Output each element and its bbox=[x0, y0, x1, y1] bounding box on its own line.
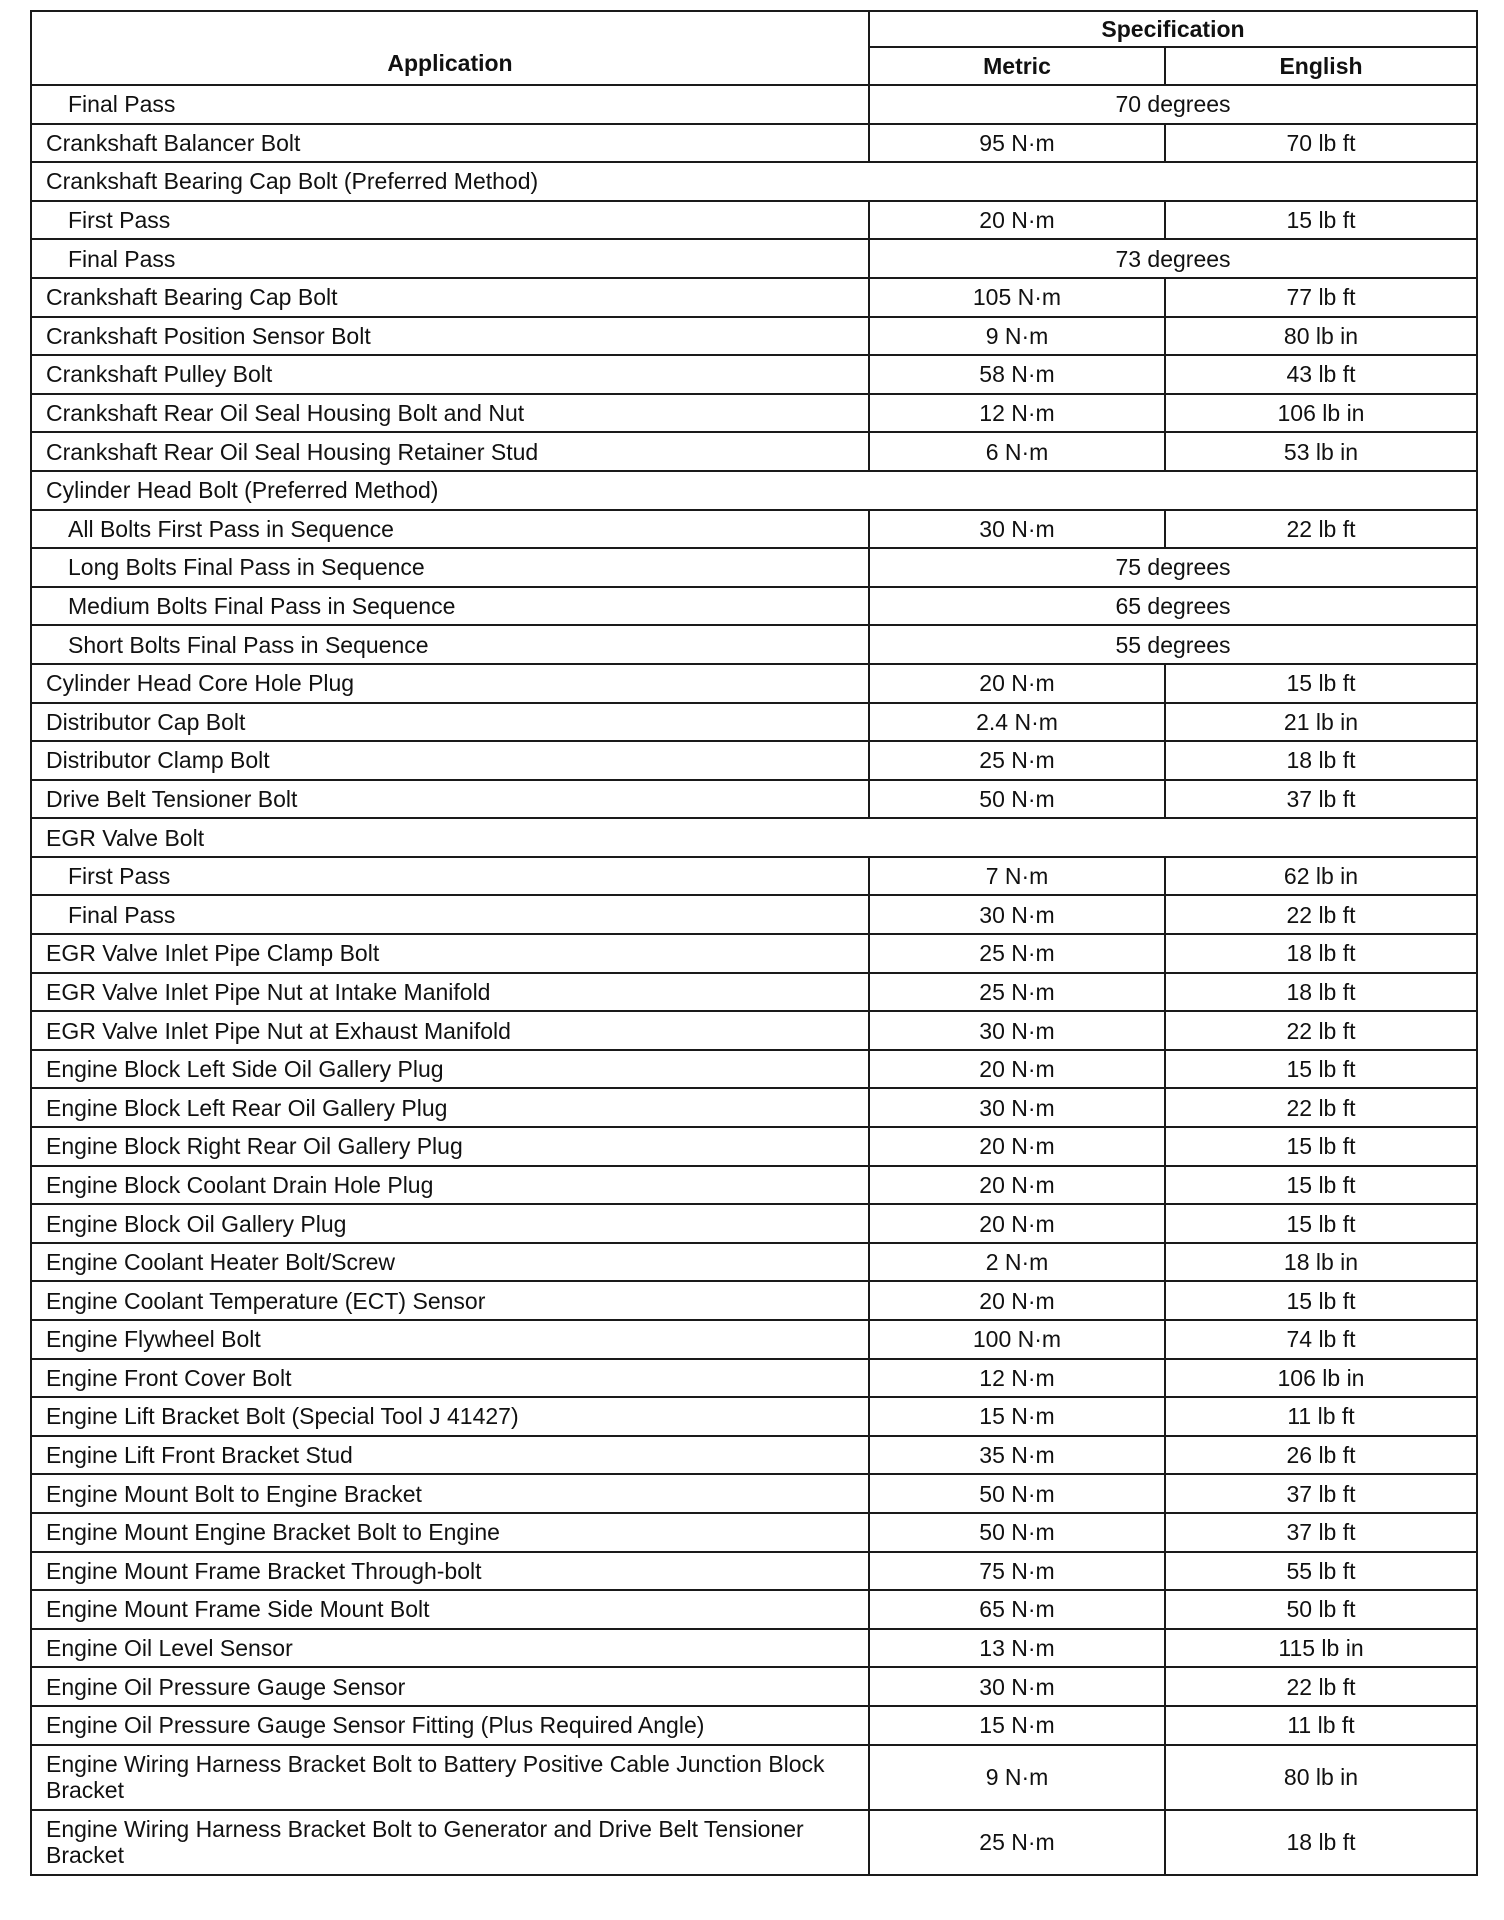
table-row bbox=[31, 1127, 1477, 1166]
application-cell: Engine Oil Pressure Gauge Sensor bbox=[31, 1667, 869, 1706]
application-cell: Short Bolts Final Pass in Sequence bbox=[31, 625, 869, 664]
application-cell: Drive Belt Tensioner Bolt bbox=[31, 780, 869, 819]
table-row bbox=[31, 1397, 1477, 1436]
table-row bbox=[31, 278, 1477, 317]
application-cell: EGR Valve Inlet Pipe Clamp Bolt bbox=[31, 934, 869, 973]
table-row bbox=[31, 1745, 1477, 1810]
english-cell: 74 lb ft bbox=[1165, 1320, 1477, 1359]
table-row bbox=[31, 1810, 1477, 1875]
application-cell: Engine Lift Front Bracket Stud bbox=[31, 1436, 869, 1475]
application-cell: Distributor Cap Bolt bbox=[31, 703, 869, 742]
metric-cell: 12 N·m bbox=[869, 1359, 1165, 1398]
application-cell: All Bolts First Pass in Sequence bbox=[31, 510, 869, 549]
table-row bbox=[31, 548, 1477, 587]
table-row bbox=[31, 124, 1477, 163]
metric-cell: 30 N·m bbox=[869, 1011, 1165, 1050]
table-row bbox=[31, 1706, 1477, 1745]
table-row bbox=[31, 1474, 1477, 1513]
table-row bbox=[31, 394, 1477, 433]
english-cell: 115 lb in bbox=[1165, 1629, 1477, 1668]
application-cell: Medium Bolts Final Pass in Sequence bbox=[31, 587, 869, 626]
english-cell: 15 lb ft bbox=[1165, 664, 1477, 703]
metric-cell: 13 N·m bbox=[869, 1629, 1165, 1668]
english-cell: 106 lb in bbox=[1165, 394, 1477, 433]
metric-cell: 20 N·m bbox=[869, 664, 1165, 703]
table-row bbox=[31, 1436, 1477, 1475]
metric-cell: 65 N·m bbox=[869, 1590, 1165, 1629]
english-cell: 53 lb in bbox=[1165, 432, 1477, 471]
table-row bbox=[31, 162, 1477, 201]
table-row bbox=[31, 818, 1477, 857]
english-cell: 70 lb ft bbox=[1165, 124, 1477, 163]
table-row bbox=[31, 625, 1477, 664]
table-row bbox=[31, 1088, 1477, 1127]
application-cell: Engine Block Right Rear Oil Gallery Plug bbox=[31, 1127, 869, 1166]
table-row bbox=[31, 664, 1477, 703]
table-row bbox=[31, 471, 1477, 510]
english-cell: 18 lb ft bbox=[1165, 973, 1477, 1012]
metric-cell: 15 N·m bbox=[869, 1706, 1165, 1745]
metric-cell: 7 N·m bbox=[869, 857, 1165, 896]
english-cell: 15 lb ft bbox=[1165, 201, 1477, 240]
metric-cell: 58 N·m bbox=[869, 355, 1165, 394]
table-row bbox=[31, 1050, 1477, 1089]
application-cell: Crankshaft Rear Oil Seal Housing Retainer Stud bbox=[31, 432, 869, 471]
table-row bbox=[31, 895, 1477, 934]
application-cell: Engine Mount Engine Bracket Bolt to Engine bbox=[31, 1513, 869, 1552]
application-cell: Final Pass bbox=[31, 895, 869, 934]
metric-cell: 30 N·m bbox=[869, 1667, 1165, 1706]
metric-cell: 50 N·m bbox=[869, 780, 1165, 819]
application-cell: Engine Block Oil Gallery Plug bbox=[31, 1204, 869, 1243]
application-cell: Distributor Clamp Bolt bbox=[31, 741, 869, 780]
application-cell: Crankshaft Balancer Bolt bbox=[31, 124, 869, 163]
application-cell: Cylinder Head Core Hole Plug bbox=[31, 664, 869, 703]
metric-cell: 15 N·m bbox=[869, 1397, 1165, 1436]
table-row bbox=[31, 1204, 1477, 1243]
english-cell: 55 lb ft bbox=[1165, 1552, 1477, 1591]
english-cell: 26 lb ft bbox=[1165, 1436, 1477, 1475]
metric-cell: 25 N·m bbox=[869, 934, 1165, 973]
table-row bbox=[31, 741, 1477, 780]
table-row bbox=[31, 201, 1477, 240]
english-cell: 37 lb ft bbox=[1165, 1513, 1477, 1552]
metric-cell: 20 N·m bbox=[869, 1166, 1165, 1205]
spec-table-body bbox=[31, 85, 1477, 1875]
application-cell: Crankshaft Pulley Bolt bbox=[31, 355, 869, 394]
table-row bbox=[31, 934, 1477, 973]
english-cell: 22 lb ft bbox=[1165, 1088, 1477, 1127]
metric-cell: 100 N·m bbox=[869, 1320, 1165, 1359]
table-row bbox=[31, 973, 1477, 1012]
application-cell: Engine Wiring Harness Bracket Bolt to Generator and Drive Belt Tensioner Bracket bbox=[31, 1810, 869, 1875]
application-cell: Engine Coolant Heater Bolt/Screw bbox=[31, 1243, 869, 1282]
application-header: Application bbox=[31, 11, 869, 85]
application-cell: Final Pass bbox=[31, 239, 869, 278]
angle-spec-cell: 73 degrees bbox=[869, 239, 1477, 278]
english-cell: 18 lb ft bbox=[1165, 741, 1477, 780]
application-cell: EGR Valve Bolt bbox=[31, 818, 1477, 857]
table-row bbox=[31, 355, 1477, 394]
english-cell: 21 lb in bbox=[1165, 703, 1477, 742]
english-cell: 80 lb in bbox=[1165, 1745, 1477, 1810]
english-cell: 15 lb ft bbox=[1165, 1166, 1477, 1205]
english-cell: 18 lb ft bbox=[1165, 1810, 1477, 1875]
metric-cell: 25 N·m bbox=[869, 973, 1165, 1012]
metric-cell: 30 N·m bbox=[869, 510, 1165, 549]
table-row bbox=[31, 1243, 1477, 1282]
application-cell: Crankshaft Rear Oil Seal Housing Bolt and Nut bbox=[31, 394, 869, 433]
application-cell: Engine Front Cover Bolt bbox=[31, 1359, 869, 1398]
metric-cell: 20 N·m bbox=[869, 201, 1165, 240]
metric-cell: 9 N·m bbox=[869, 317, 1165, 356]
table-row bbox=[31, 1513, 1477, 1552]
application-cell: Engine Coolant Temperature (ECT) Sensor bbox=[31, 1281, 869, 1320]
english-cell: 22 lb ft bbox=[1165, 510, 1477, 549]
metric-cell: 20 N·m bbox=[869, 1281, 1165, 1320]
table-row bbox=[31, 587, 1477, 626]
english-cell: 80 lb in bbox=[1165, 317, 1477, 356]
table-row bbox=[31, 239, 1477, 278]
metric-cell: 50 N·m bbox=[869, 1474, 1165, 1513]
english-cell: 11 lb ft bbox=[1165, 1706, 1477, 1745]
table-row bbox=[31, 703, 1477, 742]
english-cell: 62 lb in bbox=[1165, 857, 1477, 896]
metric-cell: 50 N·m bbox=[869, 1513, 1165, 1552]
application-cell: Engine Mount Frame Bracket Through-bolt bbox=[31, 1552, 869, 1591]
english-cell: 22 lb ft bbox=[1165, 1667, 1477, 1706]
application-cell: Cylinder Head Bolt (Preferred Method) bbox=[31, 471, 1477, 510]
application-cell: Engine Oil Pressure Gauge Sensor Fitting (Plus Required Angle) bbox=[31, 1706, 869, 1745]
angle-spec-cell: 55 degrees bbox=[869, 625, 1477, 664]
application-cell: EGR Valve Inlet Pipe Nut at Intake Manifold bbox=[31, 973, 869, 1012]
table-row bbox=[31, 510, 1477, 549]
table-row bbox=[31, 1011, 1477, 1050]
table-row bbox=[31, 1667, 1477, 1706]
angle-spec-cell: 70 degrees bbox=[869, 85, 1477, 124]
metric-cell: 6 N·m bbox=[869, 432, 1165, 471]
table-row bbox=[31, 1590, 1477, 1629]
application-cell: Crankshaft Position Sensor Bolt bbox=[31, 317, 869, 356]
metric-cell: 20 N·m bbox=[869, 1204, 1165, 1243]
metric-cell: 2 N·m bbox=[869, 1243, 1165, 1282]
specification-header: Specification bbox=[869, 11, 1477, 47]
application-cell: Final Pass bbox=[31, 85, 869, 124]
application-cell: First Pass bbox=[31, 857, 869, 896]
application-cell: Crankshaft Bearing Cap Bolt (Preferred Method) bbox=[31, 162, 1477, 201]
english-cell: 22 lb ft bbox=[1165, 1011, 1477, 1050]
table-row bbox=[31, 1359, 1477, 1398]
metric-cell: 25 N·m bbox=[869, 741, 1165, 780]
english-cell: 15 lb ft bbox=[1165, 1281, 1477, 1320]
metric-cell: 105 N·m bbox=[869, 278, 1165, 317]
torque-spec-sheet bbox=[30, 10, 1476, 1876]
table-row bbox=[31, 1166, 1477, 1205]
metric-cell: 2.4 N·m bbox=[869, 703, 1165, 742]
english-cell: 11 lb ft bbox=[1165, 1397, 1477, 1436]
application-cell: Engine Wiring Harness Bracket Bolt to Battery Positive Cable Junction Block Bracket bbox=[31, 1745, 869, 1810]
table-row bbox=[31, 432, 1477, 471]
table-row bbox=[31, 1552, 1477, 1591]
application-cell: Engine Oil Level Sensor bbox=[31, 1629, 869, 1668]
english-header: English bbox=[1165, 47, 1477, 85]
application-cell: Long Bolts Final Pass in Sequence bbox=[31, 548, 869, 587]
metric-cell: 20 N·m bbox=[869, 1127, 1165, 1166]
metric-header: Metric bbox=[869, 47, 1165, 85]
english-cell: 18 lb ft bbox=[1165, 934, 1477, 973]
table-row bbox=[31, 1629, 1477, 1668]
application-cell: Engine Lift Bracket Bolt (Special Tool J 41427) bbox=[31, 1397, 869, 1436]
table-row bbox=[31, 1320, 1477, 1359]
metric-cell: 25 N·m bbox=[869, 1810, 1165, 1875]
english-cell: 18 lb in bbox=[1165, 1243, 1477, 1282]
application-cell: Engine Block Left Side Oil Gallery Plug bbox=[31, 1050, 869, 1089]
english-cell: 15 lb ft bbox=[1165, 1204, 1477, 1243]
english-cell: 15 lb ft bbox=[1165, 1127, 1477, 1166]
application-cell: Engine Flywheel Bolt bbox=[31, 1320, 869, 1359]
english-cell: 37 lb ft bbox=[1165, 1474, 1477, 1513]
metric-cell: 20 N·m bbox=[869, 1050, 1165, 1089]
metric-cell: 12 N·m bbox=[869, 394, 1165, 433]
english-cell: 43 lb ft bbox=[1165, 355, 1477, 394]
table-row bbox=[31, 85, 1477, 124]
english-cell: 22 lb ft bbox=[1165, 895, 1477, 934]
angle-spec-cell: 75 degrees bbox=[869, 548, 1477, 587]
english-cell: 50 lb ft bbox=[1165, 1590, 1477, 1629]
angle-spec-cell: 65 degrees bbox=[869, 587, 1477, 626]
metric-cell: 75 N·m bbox=[869, 1552, 1165, 1591]
application-cell: First Pass bbox=[31, 201, 869, 240]
table-row bbox=[31, 317, 1477, 356]
application-cell: Engine Mount Bolt to Engine Bracket bbox=[31, 1474, 869, 1513]
metric-cell: 35 N·m bbox=[869, 1436, 1165, 1475]
english-cell: 77 lb ft bbox=[1165, 278, 1477, 317]
metric-cell: 30 N·m bbox=[869, 895, 1165, 934]
table-row bbox=[31, 857, 1477, 896]
english-cell: 106 lb in bbox=[1165, 1359, 1477, 1398]
torque-spec-table bbox=[30, 10, 1478, 1876]
english-cell: 37 lb ft bbox=[1165, 780, 1477, 819]
application-cell: Engine Block Left Rear Oil Gallery Plug bbox=[31, 1088, 869, 1127]
application-cell: Engine Block Coolant Drain Hole Plug bbox=[31, 1166, 869, 1205]
metric-cell: 9 N·m bbox=[869, 1745, 1165, 1810]
english-cell: 15 lb ft bbox=[1165, 1050, 1477, 1089]
table-row bbox=[31, 780, 1477, 819]
metric-cell: 30 N·m bbox=[869, 1088, 1165, 1127]
application-cell: EGR Valve Inlet Pipe Nut at Exhaust Manifold bbox=[31, 1011, 869, 1050]
table-row bbox=[31, 1281, 1477, 1320]
metric-cell: 95 N·m bbox=[869, 124, 1165, 163]
application-cell: Engine Mount Frame Side Mount Bolt bbox=[31, 1590, 869, 1629]
application-cell: Crankshaft Bearing Cap Bolt bbox=[31, 278, 869, 317]
